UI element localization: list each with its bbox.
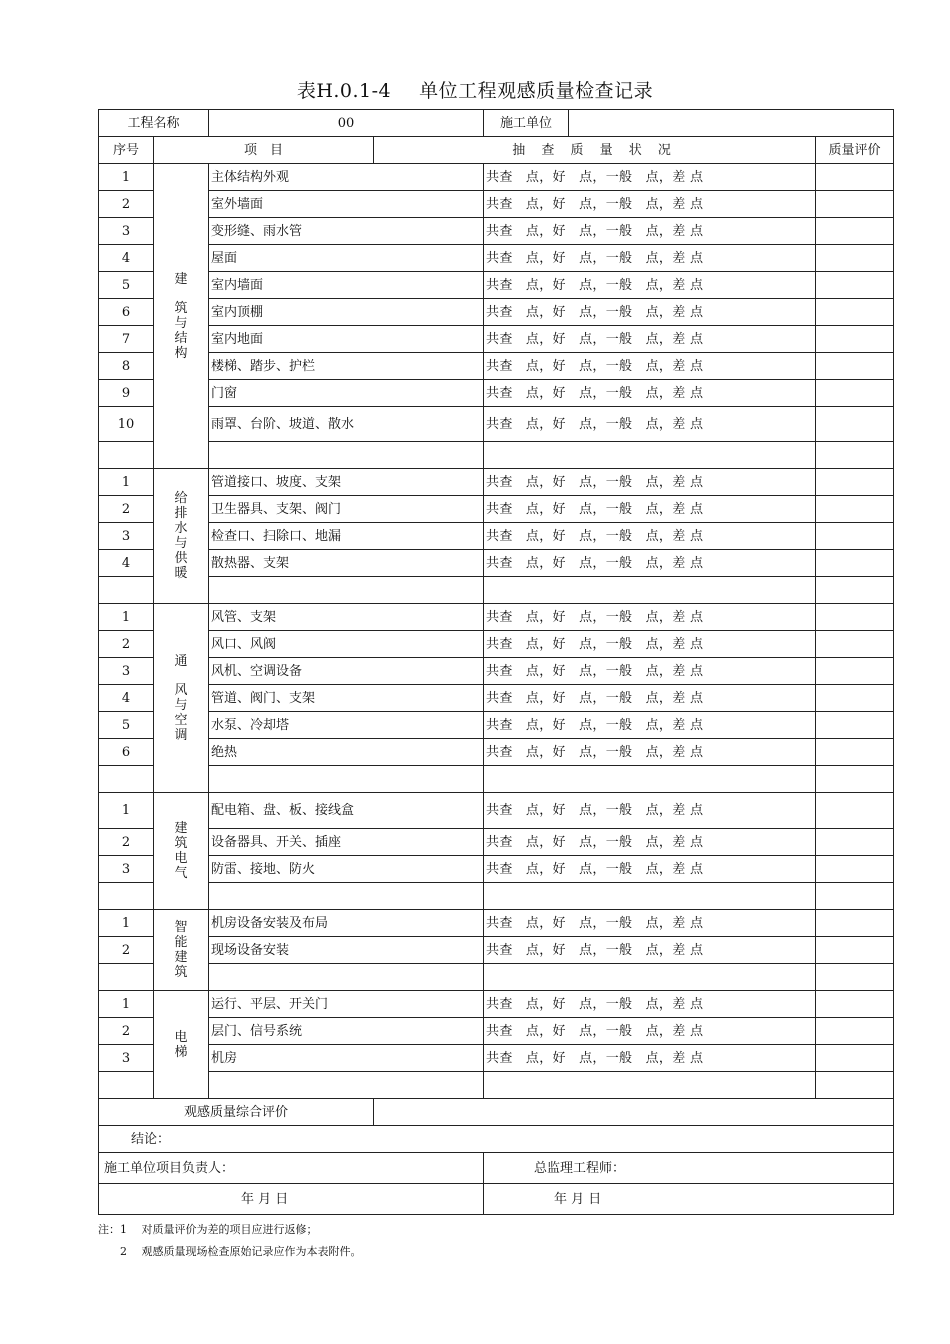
table-row bbox=[99, 793, 894, 829]
item-header: 项 目 bbox=[154, 137, 374, 164]
check-status bbox=[484, 883, 816, 910]
dates-row bbox=[99, 1184, 894, 1215]
row-number bbox=[99, 883, 154, 910]
check-status: 共查 点，好 点，一般 点，差 点 bbox=[484, 991, 816, 1018]
seq-header: 序号 bbox=[99, 137, 154, 164]
inspection-item: 检查口、扫除口、地漏 bbox=[209, 523, 484, 550]
check-status: 共查 点，好 点，一般 点，差 点 bbox=[484, 1045, 816, 1072]
form-title-text: 单位工程观感质量检查记录 bbox=[419, 80, 654, 102]
overall-eval-row bbox=[99, 1099, 894, 1126]
check-status: 共查 点，好 点，一般 点，差 点 bbox=[484, 856, 816, 883]
quality-eval-cell[interactable] bbox=[816, 1045, 894, 1072]
category-label bbox=[154, 793, 209, 910]
table-row bbox=[99, 991, 894, 1018]
row-number: 7 bbox=[99, 326, 154, 353]
category-part: 智能建筑 bbox=[174, 920, 188, 980]
check-status: 共查 点，好 点，一般 点，差 点 bbox=[484, 299, 816, 326]
quality-eval-cell[interactable] bbox=[816, 577, 894, 604]
check-status: 共查 点，好 点，一般 点，差 点 bbox=[484, 245, 816, 272]
quality-eval-cell[interactable] bbox=[816, 218, 894, 245]
inspection-item: 风机、空调设备 bbox=[209, 658, 484, 685]
footnote-1: 注：1 对质量评价为差的项目应进行返修； bbox=[98, 1223, 318, 1236]
category-part: 风与空调 bbox=[174, 682, 188, 743]
quality-eval-cell[interactable] bbox=[816, 883, 894, 910]
table-row bbox=[99, 685, 894, 712]
inspection-item bbox=[209, 577, 484, 604]
inspection-item bbox=[209, 1072, 484, 1099]
table-row bbox=[99, 550, 894, 577]
quality-eval-cell[interactable] bbox=[816, 856, 894, 883]
inspection-item: 绝热 bbox=[209, 739, 484, 766]
check-status: 共查 点，好 点，一般 点，差 点 bbox=[484, 272, 816, 299]
table-row bbox=[99, 299, 894, 326]
row-number bbox=[99, 577, 154, 604]
inspection-item: 防雷、接地、防火 bbox=[209, 856, 484, 883]
inspection-item: 机房设备安装及布局 bbox=[209, 910, 484, 937]
footnote-2: 2 观感质量现场检查原始记录应作为本表附件。 bbox=[98, 1245, 362, 1258]
row-number: 2 bbox=[99, 937, 154, 964]
quality-eval-cell[interactable] bbox=[816, 793, 894, 829]
check-status: 共查 点，好 点，一般 点，差 点 bbox=[484, 191, 816, 218]
check-status bbox=[484, 964, 816, 991]
row-number: 2 bbox=[99, 631, 154, 658]
row-number: 1 bbox=[99, 604, 154, 631]
check-status: 共查 点，好 点，一般 点，差 点 bbox=[484, 550, 816, 577]
row-number: 3 bbox=[99, 658, 154, 685]
row-number bbox=[99, 442, 154, 469]
quality-eval-cell[interactable] bbox=[816, 272, 894, 299]
table-row bbox=[99, 1045, 894, 1072]
quality-eval-cell[interactable] bbox=[816, 299, 894, 326]
quality-eval-cell[interactable] bbox=[816, 1018, 894, 1045]
eval-header: 质量评价 bbox=[816, 137, 894, 164]
quality-eval-cell[interactable] bbox=[816, 550, 894, 577]
inspection-item: 层门、信号系统 bbox=[209, 1018, 484, 1045]
table-row bbox=[99, 380, 894, 407]
quality-eval-cell[interactable] bbox=[816, 353, 894, 380]
inspection-item: 室内墙面 bbox=[209, 272, 484, 299]
check-status bbox=[484, 766, 816, 793]
category-part: 通 bbox=[174, 653, 188, 669]
inspection-item bbox=[209, 766, 484, 793]
quality-eval-cell[interactable] bbox=[816, 658, 894, 685]
row-number: 2 bbox=[99, 829, 154, 856]
table-row bbox=[99, 658, 894, 685]
row-number: 2 bbox=[99, 496, 154, 523]
blank-row bbox=[99, 1072, 894, 1099]
row-number: 3 bbox=[99, 856, 154, 883]
inspection-item: 变形缝、雨水管 bbox=[209, 218, 484, 245]
status-header: 抽 查 质 量 状 况 bbox=[374, 137, 816, 164]
check-status: 共查 点，好 点，一般 点，差 点 bbox=[484, 685, 816, 712]
row-number: 5 bbox=[99, 272, 154, 299]
row-number: 5 bbox=[99, 712, 154, 739]
quality-eval-cell[interactable] bbox=[816, 991, 894, 1018]
row-number: 9 bbox=[99, 380, 154, 407]
column-header-row bbox=[99, 137, 894, 164]
table-row bbox=[99, 191, 894, 218]
inspection-item: 机房 bbox=[209, 1045, 484, 1072]
category-part: 电梯 bbox=[174, 1029, 188, 1060]
table-row bbox=[99, 829, 894, 856]
table-row bbox=[99, 496, 894, 523]
quality-eval-cell[interactable] bbox=[816, 937, 894, 964]
inspection-table-body bbox=[99, 110, 894, 1215]
check-status: 共查 点，好 点，一般 点，差 点 bbox=[484, 380, 816, 407]
quality-eval-cell[interactable] bbox=[816, 164, 894, 191]
row-number: 1 bbox=[99, 991, 154, 1018]
inspection-item: 室外墙面 bbox=[209, 191, 484, 218]
quality-eval-cell[interactable] bbox=[816, 964, 894, 991]
check-status: 共查 点，好 点，一般 点，差 点 bbox=[484, 218, 816, 245]
blank-row bbox=[99, 883, 894, 910]
quality-eval-cell[interactable] bbox=[816, 685, 894, 712]
table-row bbox=[99, 910, 894, 937]
quality-eval-cell[interactable] bbox=[816, 407, 894, 442]
inspection-item: 室内地面 bbox=[209, 326, 484, 353]
quality-eval-cell[interactable] bbox=[816, 829, 894, 856]
footnotes bbox=[98, 1219, 362, 1263]
category-label bbox=[154, 469, 209, 604]
row-number: 1 bbox=[99, 164, 154, 191]
conclusion-row bbox=[99, 1126, 894, 1153]
quality-eval-cell[interactable] bbox=[816, 739, 894, 766]
quality-eval-cell[interactable] bbox=[816, 910, 894, 937]
row-number: 1 bbox=[99, 910, 154, 937]
check-status: 共查 点，好 点，一般 点，差 点 bbox=[484, 1018, 816, 1045]
contractor-lead-label: 施工单位项目负责人： bbox=[99, 1153, 484, 1184]
inspection-table bbox=[98, 109, 894, 1215]
table-row bbox=[99, 353, 894, 380]
row-number: 10 bbox=[99, 407, 154, 442]
inspection-item: 设备器具、开关、插座 bbox=[209, 829, 484, 856]
row-number: 3 bbox=[99, 1045, 154, 1072]
quality-eval-cell[interactable] bbox=[816, 442, 894, 469]
check-status: 共查 点，好 点，一般 点，差 点 bbox=[484, 326, 816, 353]
check-status bbox=[484, 577, 816, 604]
check-status bbox=[484, 442, 816, 469]
row-number: 4 bbox=[99, 245, 154, 272]
inspection-item: 水泵、冷却塔 bbox=[209, 712, 484, 739]
inspection-item: 雨罩、台阶、坡道、散水 bbox=[209, 407, 484, 442]
check-status: 共查 点，好 点，一般 点，差 点 bbox=[484, 604, 816, 631]
check-status: 共查 点，好 点，一般 点，差 点 bbox=[484, 739, 816, 766]
quality-eval-cell[interactable] bbox=[816, 496, 894, 523]
table-row bbox=[99, 326, 894, 353]
blank-row bbox=[99, 964, 894, 991]
table-row bbox=[99, 631, 894, 658]
category-label bbox=[154, 164, 209, 469]
row-number: 3 bbox=[99, 218, 154, 245]
project-name-value[interactable]: 00 bbox=[209, 110, 484, 137]
form-title bbox=[0, 76, 950, 103]
category-part: 筑与结构 bbox=[174, 300, 188, 361]
category-label bbox=[154, 604, 209, 793]
inspection-item: 现场设备安装 bbox=[209, 937, 484, 964]
table-row bbox=[99, 245, 894, 272]
blank-row bbox=[99, 442, 894, 469]
table-row bbox=[99, 218, 894, 245]
inspection-item: 风口、风阀 bbox=[209, 631, 484, 658]
quality-eval-cell[interactable] bbox=[816, 1072, 894, 1099]
row-number: 6 bbox=[99, 739, 154, 766]
contractor-value[interactable] bbox=[569, 110, 894, 137]
quality-eval-cell[interactable] bbox=[816, 631, 894, 658]
category-label bbox=[154, 991, 209, 1099]
row-number: 2 bbox=[99, 1018, 154, 1045]
form-code: 表H.0.1-4 bbox=[296, 80, 392, 102]
overall-eval-label: 观感质量综合评价 bbox=[99, 1099, 374, 1126]
check-status: 共查 点，好 点，一般 点，差 点 bbox=[484, 829, 816, 856]
check-status: 共查 点，好 点，一般 点，差 点 bbox=[484, 910, 816, 937]
check-status bbox=[484, 1072, 816, 1099]
table-row bbox=[99, 1018, 894, 1045]
check-status: 共查 点，好 点，一般 点，差 点 bbox=[484, 658, 816, 685]
category-part: 给排水与供暖 bbox=[174, 491, 188, 581]
inspection-item: 风管、支架 bbox=[209, 604, 484, 631]
supervisor-date: 年 月 日 bbox=[484, 1184, 894, 1215]
inspection-item: 主体结构外观 bbox=[209, 164, 484, 191]
table-row bbox=[99, 164, 894, 191]
quality-eval-cell[interactable] bbox=[816, 766, 894, 793]
inspection-item: 屋面 bbox=[209, 245, 484, 272]
check-status: 共查 点，好 点，一般 点，差 点 bbox=[484, 631, 816, 658]
check-status: 共查 点，好 点，一般 点，差 点 bbox=[484, 523, 816, 550]
inspection-item: 管道接口、坡度、支架 bbox=[209, 469, 484, 496]
check-status: 共查 点，好 点，一般 点，差 点 bbox=[484, 469, 816, 496]
inspection-item: 配电箱、盘、板、接线盒 bbox=[209, 793, 484, 829]
quality-eval-cell[interactable] bbox=[816, 469, 894, 496]
inspection-item bbox=[209, 883, 484, 910]
row-number bbox=[99, 766, 154, 793]
inspection-item: 卫生器具、支架、阀门 bbox=[209, 496, 484, 523]
quality-eval-cell[interactable] bbox=[816, 326, 894, 353]
check-status: 共查 点，好 点，一般 点，差 点 bbox=[484, 353, 816, 380]
row-number: 4 bbox=[99, 550, 154, 577]
contractor-label: 施工单位 bbox=[484, 110, 569, 137]
row-number: 1 bbox=[99, 469, 154, 496]
quality-eval-cell[interactable] bbox=[816, 712, 894, 739]
inspection-item: 楼梯、踏步、护栏 bbox=[209, 353, 484, 380]
quality-eval-cell[interactable] bbox=[816, 380, 894, 407]
row-number: 6 bbox=[99, 299, 154, 326]
table-row bbox=[99, 272, 894, 299]
row-number: 2 bbox=[99, 191, 154, 218]
table-row bbox=[99, 407, 894, 442]
conclusion-label: 结论： bbox=[99, 1126, 894, 1153]
row-number bbox=[99, 964, 154, 991]
inspection-item: 散热器、支架 bbox=[209, 550, 484, 577]
table-row bbox=[99, 937, 894, 964]
row-number: 1 bbox=[99, 793, 154, 829]
project-info-row bbox=[99, 110, 894, 137]
table-row bbox=[99, 523, 894, 550]
check-status: 共查 点，好 点，一般 点，差 点 bbox=[484, 712, 816, 739]
inspection-item: 运行、平层、开关门 bbox=[209, 991, 484, 1018]
category-part: 建 bbox=[174, 271, 188, 287]
category-part: 建筑电气 bbox=[174, 821, 188, 881]
table-row bbox=[99, 469, 894, 496]
inspection-item bbox=[209, 964, 484, 991]
blank-row bbox=[99, 766, 894, 793]
inspection-item bbox=[209, 442, 484, 469]
row-number: 4 bbox=[99, 685, 154, 712]
quality-eval-cell[interactable] bbox=[816, 245, 894, 272]
inspection-item: 室内顶棚 bbox=[209, 299, 484, 326]
row-number: 8 bbox=[99, 353, 154, 380]
inspection-item: 管道、阀门、支架 bbox=[209, 685, 484, 712]
contractor-date: 年 月 日 bbox=[99, 1184, 484, 1215]
table-row bbox=[99, 604, 894, 631]
check-status: 共查 点，好 点，一般 点，差 点 bbox=[484, 793, 816, 829]
table-row bbox=[99, 712, 894, 739]
category-label bbox=[154, 910, 209, 991]
table-row bbox=[99, 739, 894, 766]
quality-eval-cell[interactable] bbox=[816, 523, 894, 550]
check-status: 共查 点，好 点，一般 点，差 点 bbox=[484, 496, 816, 523]
blank-row bbox=[99, 577, 894, 604]
quality-eval-cell[interactable] bbox=[816, 604, 894, 631]
table-row bbox=[99, 856, 894, 883]
inspection-item: 门窗 bbox=[209, 380, 484, 407]
row-number bbox=[99, 1072, 154, 1099]
quality-eval-cell[interactable] bbox=[816, 191, 894, 218]
signers-row bbox=[99, 1153, 894, 1184]
project-name-label: 工程名称 bbox=[99, 110, 209, 137]
chief-supervisor-label: 总监理工程师： bbox=[484, 1153, 894, 1184]
check-status: 共查 点，好 点，一般 点，差 点 bbox=[484, 937, 816, 964]
check-status: 共查 点，好 点，一般 点，差 点 bbox=[484, 164, 816, 191]
check-status: 共查 点，好 点，一般 点，差 点 bbox=[484, 407, 816, 442]
row-number: 3 bbox=[99, 523, 154, 550]
overall-eval-value[interactable] bbox=[374, 1099, 894, 1126]
